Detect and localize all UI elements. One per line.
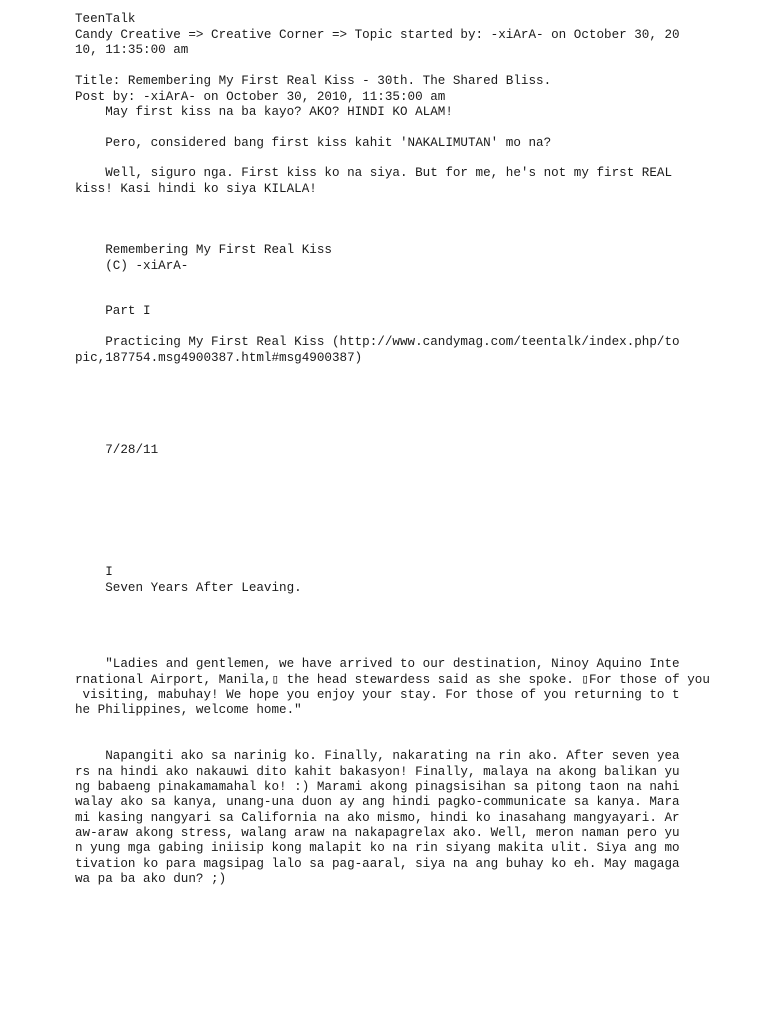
intro-line-3b: kiss! Kasi hindi ko siya KILALA!: [75, 182, 317, 196]
breadcrumb-line-1: Candy Creative => Creative Corner => Topic started by: -xiArA- on October 30, 20: [75, 28, 680, 42]
post-title: Title: Remembering My First Real Kiss - 30th. The Shared Bliss.: [75, 74, 552, 88]
paragraph-2-line-9: wa pa ba ako dun? ;): [75, 872, 227, 886]
breadcrumb-line-2: 10, 11:35:00 am: [75, 43, 189, 57]
paragraph-1-line-2: rnational Airport, Manila,▯ the head stewardess said as she spoke. ▯For those of you: [75, 673, 710, 687]
paragraph-2-line-5: mi kasing nangyari sa California na ako mismo, hindi ko inasahang mangyayari. Ar: [75, 811, 680, 825]
paragraph-2-line-1: Napangiti ako sa narinig ko. Finally, nakarating na rin ako. After seven yea: [75, 749, 680, 763]
copyright-line: (C) -xiArA-: [75, 259, 189, 273]
site-name: TeenTalk: [75, 12, 136, 26]
paragraph-1-line-4: he Philippines, welcome home.": [75, 703, 302, 717]
paragraph-2-line-7: n yung mga gabing iniisip kong malapit ko na rin siyang makita ulit. Siya ang mo: [75, 841, 680, 855]
paragraph-2-line-3: ng babaeng pinakamamahal ko! :) Marami akong pinagsisihan sa pitong taon na nahi: [75, 780, 680, 794]
previous-part-link-line-2[interactable]: pic,187754.msg4900387.html#msg4900387): [75, 351, 363, 365]
paragraph-1-line-3: visiting, mabuhay! We hope you enjoy your stay. For those of you returning to t: [75, 688, 680, 702]
paragraph-2-line-8: tivation ko para magsipag lalo sa pag-aaral, siya na ang buhay ko eh. May magaga: [75, 857, 680, 871]
previous-part-link-line-1[interactable]: Practicing My First Real Kiss (http://www.candymag.com/teentalk/index.php/to: [75, 335, 680, 349]
intro-line-3a: Well, siguro nga. First kiss ko na siya. But for me, he's not my first REAL: [75, 166, 673, 180]
intro-line-2: Pero, considered bang first kiss kahit 'NAKALIMUTAN' mo na?: [75, 136, 552, 150]
paragraph-2-line-4: walay ako sa kanya, unang-una duon ay ang hindi pagko-communicate sa kanya. Mara: [75, 795, 680, 809]
date-stamp: 7/28/11: [75, 443, 159, 457]
paragraph-2-line-2: rs na hindi ako nakauwi dito kahit bakasyon! Finally, malaya na akong balikan yu: [75, 765, 680, 779]
intro-line-1: May first kiss na ba kayo? AKO? HINDI KO ALAM!: [75, 105, 453, 119]
story-title: Remembering My First Real Kiss: [75, 243, 332, 257]
part-label: Part I: [75, 304, 151, 318]
post-byline: Post by: -xiArA- on October 30, 2010, 11:35:00 am: [75, 90, 446, 104]
paragraph-1-line-1: "Ladies and gentlemen, we have arrived to our destination, Ninoy Aquino Inte: [75, 657, 680, 671]
chapter-number: I: [75, 565, 113, 579]
paragraph-2-line-6: aw-araw akong stress, walang araw na nakapagrelax ako. Well, meron naman pero yu: [75, 826, 680, 840]
chapter-title: Seven Years After Leaving.: [75, 581, 302, 595]
